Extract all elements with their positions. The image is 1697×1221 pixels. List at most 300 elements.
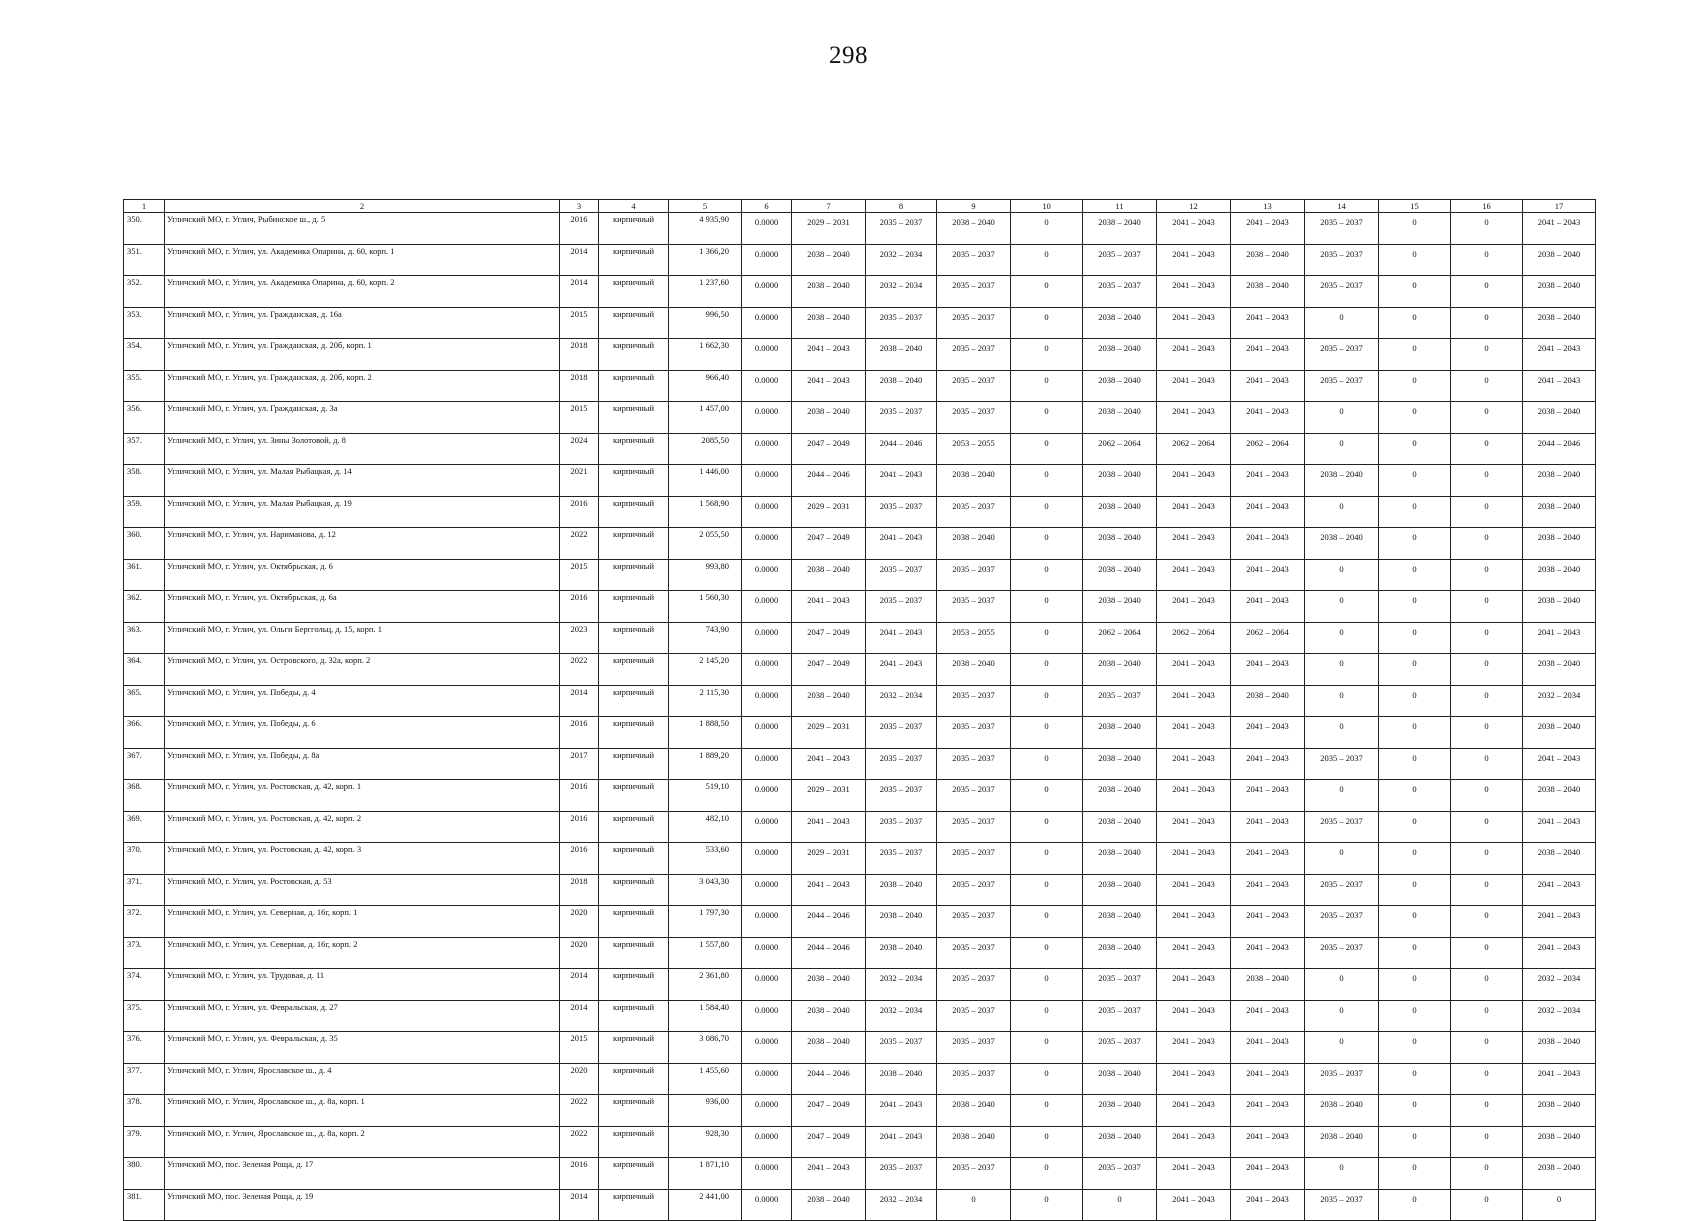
cell-col-14: 2035 – 2037: [1305, 1063, 1379, 1095]
cell-col-8: 2035 – 2037: [866, 1032, 937, 1064]
cell-col-15: 0: [1379, 559, 1451, 591]
cell-year-built: 2021: [560, 465, 599, 497]
cell-wall-material: кирпичный: [599, 1032, 669, 1064]
cell-col-12: 2041 – 2043: [1157, 370, 1231, 402]
cell-col-17: 2032 – 2034: [1523, 1000, 1596, 1032]
cell-col-6: 0.0000: [742, 748, 792, 780]
cell-col-10: 0: [1011, 1189, 1083, 1221]
cell-wall-material: кирпичный: [599, 1158, 669, 1190]
cell-address: Угличский МО, г. Углич, ул. Октябрьская, д. 6: [165, 559, 560, 591]
cell-col-14: 2038 – 2040: [1305, 465, 1379, 497]
cell-col-9: 2035 – 2037: [937, 276, 1011, 308]
cell-col-17: 2038 – 2040: [1523, 717, 1596, 749]
cell-col-17: 2041 – 2043: [1523, 748, 1596, 780]
cell-col-17: 2038 – 2040: [1523, 528, 1596, 560]
cell-col-10: 0: [1011, 748, 1083, 780]
cell-col-17: 2038 – 2040: [1523, 1032, 1596, 1064]
cell-address: Угличский МО, г. Углич, ул. Гражданская, д. 20б, корп. 1: [165, 339, 560, 371]
table-row: [124, 1063, 1596, 1095]
cell-col-14: 0: [1305, 780, 1379, 812]
cell-col-9: 2035 – 2037: [937, 811, 1011, 843]
cell-col-16: 0: [1451, 528, 1523, 560]
cell-col-6: 0.0000: [742, 685, 792, 717]
cell-col-12: 2041 – 2043: [1157, 402, 1231, 434]
cell-col-16: 0: [1451, 1032, 1523, 1064]
housing-repair-table: [123, 199, 1596, 1221]
cell-col-16: 0: [1451, 1189, 1523, 1221]
cell-total-area: 2 361,80: [669, 969, 742, 1001]
cell-col-13: 2041 – 2043: [1231, 1095, 1305, 1127]
cell-col-14: 0: [1305, 654, 1379, 686]
cell-address: Угличский МО, пос. Зеленая Роща, д. 17: [165, 1158, 560, 1190]
cell-col-13: 2041 – 2043: [1231, 654, 1305, 686]
cell-col-17: 2041 – 2043: [1523, 213, 1596, 245]
table-row: [124, 339, 1596, 371]
cell-col-11: 2038 – 2040: [1083, 1063, 1157, 1095]
cell-col-7: 2047 – 2049: [792, 528, 866, 560]
cell-col-17: 2038 – 2040: [1523, 496, 1596, 528]
cell-col-16: 0: [1451, 685, 1523, 717]
cell-address: Угличский МО, г. Углич, ул. Северная, д. 16г, корп. 2: [165, 937, 560, 969]
cell-address: Угличский МО, г. Углич, ул. Академика Опарина, д. 60, корп. 1: [165, 244, 560, 276]
cell-col-15: 0: [1379, 654, 1451, 686]
cell-year-built: 2014: [560, 1189, 599, 1221]
cell-col-13: 2041 – 2043: [1231, 1032, 1305, 1064]
cell-col-6: 0.0000: [742, 307, 792, 339]
cell-col-6: 0.0000: [742, 969, 792, 1001]
cell-col-14: 0: [1305, 1032, 1379, 1064]
cell-col-16: 0: [1451, 780, 1523, 812]
cell-col-14: 0: [1305, 559, 1379, 591]
cell-col-13: 2041 – 2043: [1231, 1063, 1305, 1095]
cell-total-area: 4 935,90: [669, 213, 742, 245]
cell-col-11: 2038 – 2040: [1083, 307, 1157, 339]
cell-col-14: 2035 – 2037: [1305, 937, 1379, 969]
cell-col-10: 0: [1011, 1158, 1083, 1190]
cell-col-16: 0: [1451, 559, 1523, 591]
cell-wall-material: кирпичный: [599, 276, 669, 308]
cell-col-15: 0: [1379, 717, 1451, 749]
cell-col-13: 2041 – 2043: [1231, 339, 1305, 371]
cell-col-11: 2038 – 2040: [1083, 370, 1157, 402]
cell-col-7: 2038 – 2040: [792, 685, 866, 717]
cell-col-17: 2038 – 2040: [1523, 1158, 1596, 1190]
cell-col-11: 2038 – 2040: [1083, 843, 1157, 875]
cell-col-12: 2041 – 2043: [1157, 213, 1231, 245]
cell-total-area: 2 145,20: [669, 654, 742, 686]
cell-col-13: 2041 – 2043: [1231, 213, 1305, 245]
housing-repair-table-container: [123, 199, 1581, 1221]
column-header-15: 15: [1379, 200, 1451, 213]
cell-col-8: 2041 – 2043: [866, 1095, 937, 1127]
cell-col-12: 2041 – 2043: [1157, 496, 1231, 528]
cell-total-area: 1 557,80: [669, 937, 742, 969]
cell-address: Угличский МО, г. Углич, ул. Ростовская, д. 42, корп. 2: [165, 811, 560, 843]
cell-col-7: 2029 – 2031: [792, 717, 866, 749]
cell-col-15: 0: [1379, 433, 1451, 465]
cell-wall-material: кирпичный: [599, 496, 669, 528]
cell-year-built: 2024: [560, 433, 599, 465]
cell-col-16: 0: [1451, 906, 1523, 938]
cell-col-12: 2041 – 2043: [1157, 339, 1231, 371]
cell-col-6: 0.0000: [742, 811, 792, 843]
table-row: [124, 1126, 1596, 1158]
cell-wall-material: кирпичный: [599, 559, 669, 591]
cell-year-built: 2016: [560, 591, 599, 623]
cell-col-8: 2035 – 2037: [866, 213, 937, 245]
cell-col-12: 2041 – 2043: [1157, 528, 1231, 560]
cell-wall-material: кирпичный: [599, 1189, 669, 1221]
cell-col-17: 2038 – 2040: [1523, 244, 1596, 276]
cell-col-10: 0: [1011, 1063, 1083, 1095]
cell-col-13: 2041 – 2043: [1231, 307, 1305, 339]
cell-col-8: 2032 – 2034: [866, 1189, 937, 1221]
cell-col-15: 0: [1379, 937, 1451, 969]
cell-col-16: 0: [1451, 307, 1523, 339]
column-header-7: 7: [792, 200, 866, 213]
cell-col-16: 0: [1451, 717, 1523, 749]
page-number: 298: [829, 42, 868, 69]
cell-col-7: 2038 – 2040: [792, 276, 866, 308]
cell-wall-material: кирпичный: [599, 307, 669, 339]
cell-col-15: 0: [1379, 811, 1451, 843]
cell-col-11: 2038 – 2040: [1083, 748, 1157, 780]
cell-col-8: 2038 – 2040: [866, 339, 937, 371]
cell-year-built: 2016: [560, 213, 599, 245]
cell-col-15: 0: [1379, 307, 1451, 339]
cell-col-12: 2041 – 2043: [1157, 654, 1231, 686]
cell-col-13: 2041 – 2043: [1231, 1000, 1305, 1032]
cell-col-17: 2041 – 2043: [1523, 339, 1596, 371]
cell-col-8: 2035 – 2037: [866, 559, 937, 591]
cell-wall-material: кирпичный: [599, 717, 669, 749]
cell-col-10: 0: [1011, 559, 1083, 591]
cell-col-9: 2053 – 2055: [937, 433, 1011, 465]
cell-col-15: 0: [1379, 906, 1451, 938]
cell-col-9: 2035 – 2037: [937, 969, 1011, 1001]
cell-col-15: 0: [1379, 402, 1451, 434]
cell-total-area: 1 457,00: [669, 402, 742, 434]
cell-col-7: 2041 – 2043: [792, 339, 866, 371]
cell-year-built: 2015: [560, 1032, 599, 1064]
cell-wall-material: кирпичный: [599, 874, 669, 906]
cell-col-7: 2029 – 2031: [792, 496, 866, 528]
cell-col-8: 2032 – 2034: [866, 1000, 937, 1032]
cell-col-11: 2038 – 2040: [1083, 591, 1157, 623]
cell-col-6: 0.0000: [742, 1095, 792, 1127]
cell-col-13: 2038 – 2040: [1231, 276, 1305, 308]
cell-col-10: 0: [1011, 906, 1083, 938]
cell-col-11: 2035 – 2037: [1083, 276, 1157, 308]
cell-col-8: 2038 – 2040: [866, 874, 937, 906]
cell-col-14: 0: [1305, 591, 1379, 623]
cell-total-area: 2 055,50: [669, 528, 742, 560]
cell-row-number: 374.: [124, 969, 165, 1001]
column-header-3: 3: [560, 200, 599, 213]
cell-col-10: 0: [1011, 496, 1083, 528]
cell-col-11: 2038 – 2040: [1083, 1126, 1157, 1158]
cell-col-15: 0: [1379, 213, 1451, 245]
cell-col-15: 0: [1379, 244, 1451, 276]
cell-col-17: 2041 – 2043: [1523, 370, 1596, 402]
table-row: [124, 906, 1596, 938]
cell-total-area: 2085,50: [669, 433, 742, 465]
table-row: [124, 717, 1596, 749]
cell-row-number: 363.: [124, 622, 165, 654]
cell-wall-material: кирпичный: [599, 1095, 669, 1127]
cell-col-7: 2029 – 2031: [792, 213, 866, 245]
cell-col-8: 2035 – 2037: [866, 748, 937, 780]
cell-address: Угличский МО, г. Углич, ул. Островского, д. 32а, корп. 2: [165, 654, 560, 686]
cell-address: Угличский МО, г. Углич, ул. Малая Рыбацкая, д. 19: [165, 496, 560, 528]
cell-year-built: 2020: [560, 1063, 599, 1095]
cell-address: Угличский МО, пос. Зеленая Роща, д. 19: [165, 1189, 560, 1221]
cell-col-9: 2035 – 2037: [937, 1158, 1011, 1190]
cell-total-area: 1 584,40: [669, 1000, 742, 1032]
cell-col-7: 2038 – 2040: [792, 559, 866, 591]
cell-col-11: 2038 – 2040: [1083, 811, 1157, 843]
cell-total-area: 1 446,00: [669, 465, 742, 497]
cell-col-13: 2041 – 2043: [1231, 370, 1305, 402]
cell-address: Угличский МО, г. Углич, Ярославское ш., д. 8а, корп. 2: [165, 1126, 560, 1158]
cell-col-15: 0: [1379, 1158, 1451, 1190]
cell-col-11: 2038 – 2040: [1083, 402, 1157, 434]
cell-col-16: 0: [1451, 1158, 1523, 1190]
cell-col-17: 2038 – 2040: [1523, 276, 1596, 308]
cell-col-7: 2044 – 2046: [792, 937, 866, 969]
cell-col-11: 2035 – 2037: [1083, 685, 1157, 717]
column-header-1: 1: [124, 200, 165, 213]
cell-col-9: 2038 – 2040: [937, 213, 1011, 245]
cell-year-built: 2015: [560, 402, 599, 434]
cell-col-8: 2038 – 2040: [866, 1063, 937, 1095]
cell-col-14: 2035 – 2037: [1305, 748, 1379, 780]
cell-total-area: 936,00: [669, 1095, 742, 1127]
cell-col-9: 2035 – 2037: [937, 307, 1011, 339]
cell-col-13: 2038 – 2040: [1231, 969, 1305, 1001]
cell-col-12: 2041 – 2043: [1157, 559, 1231, 591]
cell-col-9: 2038 – 2040: [937, 654, 1011, 686]
cell-col-15: 0: [1379, 1063, 1451, 1095]
cell-col-17: 2041 – 2043: [1523, 937, 1596, 969]
cell-col-7: 2047 – 2049: [792, 622, 866, 654]
cell-address: Угличский МО, г. Углич, ул. Ростовская, д. 42, корп. 1: [165, 780, 560, 812]
cell-wall-material: кирпичный: [599, 1000, 669, 1032]
cell-col-9: 2035 – 2037: [937, 780, 1011, 812]
cell-col-10: 0: [1011, 654, 1083, 686]
table-row: [124, 528, 1596, 560]
cell-total-area: 3 043,30: [669, 874, 742, 906]
cell-row-number: 359.: [124, 496, 165, 528]
cell-col-17: 2038 – 2040: [1523, 654, 1596, 686]
cell-col-6: 0.0000: [742, 339, 792, 371]
cell-col-13: 2041 – 2043: [1231, 528, 1305, 560]
cell-col-14: 0: [1305, 685, 1379, 717]
cell-col-6: 0.0000: [742, 906, 792, 938]
cell-col-15: 0: [1379, 1000, 1451, 1032]
column-header-4: 4: [599, 200, 669, 213]
cell-col-9: 2035 – 2037: [937, 244, 1011, 276]
cell-row-number: 373.: [124, 937, 165, 969]
table-row: [124, 465, 1596, 497]
cell-row-number: 367.: [124, 748, 165, 780]
column-header-9: 9: [937, 200, 1011, 213]
cell-col-14: 0: [1305, 717, 1379, 749]
cell-col-16: 0: [1451, 748, 1523, 780]
cell-wall-material: кирпичный: [599, 465, 669, 497]
cell-col-15: 0: [1379, 780, 1451, 812]
cell-total-area: 1 889,20: [669, 748, 742, 780]
column-header-17: 17: [1523, 200, 1596, 213]
cell-col-11: 2035 – 2037: [1083, 244, 1157, 276]
cell-address: Угличский МО, г. Углич, ул. Зины Золотовой, д. 8: [165, 433, 560, 465]
cell-col-7: 2041 – 2043: [792, 811, 866, 843]
cell-col-12: 2041 – 2043: [1157, 1063, 1231, 1095]
cell-col-12: 2041 – 2043: [1157, 748, 1231, 780]
cell-col-8: 2032 – 2034: [866, 276, 937, 308]
cell-col-7: 2047 – 2049: [792, 1126, 866, 1158]
cell-col-6: 0.0000: [742, 465, 792, 497]
cell-year-built: 2018: [560, 370, 599, 402]
cell-col-14: 2035 – 2037: [1305, 811, 1379, 843]
cell-col-15: 0: [1379, 465, 1451, 497]
cell-col-12: 2041 – 2043: [1157, 1095, 1231, 1127]
cell-col-13: 2038 – 2040: [1231, 244, 1305, 276]
cell-year-built: 2015: [560, 307, 599, 339]
cell-col-7: 2038 – 2040: [792, 969, 866, 1001]
cell-col-15: 0: [1379, 874, 1451, 906]
cell-row-number: 364.: [124, 654, 165, 686]
cell-col-12: 2041 – 2043: [1157, 937, 1231, 969]
header-row: [124, 200, 1596, 213]
cell-col-10: 0: [1011, 465, 1083, 497]
cell-col-12: 2041 – 2043: [1157, 1126, 1231, 1158]
cell-wall-material: кирпичный: [599, 811, 669, 843]
cell-col-9: 2038 – 2040: [937, 528, 1011, 560]
cell-col-10: 0: [1011, 1000, 1083, 1032]
cell-total-area: 3 086,70: [669, 1032, 742, 1064]
cell-col-17: 2041 – 2043: [1523, 811, 1596, 843]
cell-col-8: 2044 – 2046: [866, 433, 937, 465]
cell-year-built: 2016: [560, 780, 599, 812]
cell-col-8: 2041 – 2043: [866, 1126, 937, 1158]
cell-col-15: 0: [1379, 748, 1451, 780]
cell-col-7: 2038 – 2040: [792, 1032, 866, 1064]
table-row: [124, 1000, 1596, 1032]
cell-year-built: 2020: [560, 906, 599, 938]
table-row: [124, 244, 1596, 276]
cell-col-7: 2041 – 2043: [792, 748, 866, 780]
cell-col-6: 0.0000: [742, 528, 792, 560]
cell-col-14: 0: [1305, 433, 1379, 465]
table-row: [124, 276, 1596, 308]
cell-col-6: 0.0000: [742, 843, 792, 875]
cell-col-16: 0: [1451, 370, 1523, 402]
cell-wall-material: кирпичный: [599, 339, 669, 371]
cell-address: Угличский МО, г. Углич, ул. Ростовская, д. 53: [165, 874, 560, 906]
cell-col-15: 0: [1379, 370, 1451, 402]
cell-col-14: 2035 – 2037: [1305, 276, 1379, 308]
cell-col-11: 2038 – 2040: [1083, 937, 1157, 969]
cell-col-17: 2038 – 2040: [1523, 780, 1596, 812]
cell-col-16: 0: [1451, 276, 1523, 308]
cell-col-14: 0: [1305, 1000, 1379, 1032]
cell-col-10: 0: [1011, 307, 1083, 339]
cell-address: Угличский МО, г. Углич, ул. Ростовская, д. 42, корп. 3: [165, 843, 560, 875]
cell-col-13: 2041 – 2043: [1231, 748, 1305, 780]
cell-row-number: 361.: [124, 559, 165, 591]
cell-col-7: 2029 – 2031: [792, 843, 866, 875]
table-row: [124, 622, 1596, 654]
cell-col-17: 2038 – 2040: [1523, 1126, 1596, 1158]
cell-wall-material: кирпичный: [599, 1063, 669, 1095]
cell-col-13: 2041 – 2043: [1231, 811, 1305, 843]
cell-row-number: 351.: [124, 244, 165, 276]
cell-col-17: 2041 – 2043: [1523, 874, 1596, 906]
cell-address: Угличский МО, г. Углич, Ярославское ш., д. 8а, корп. 1: [165, 1095, 560, 1127]
cell-address: Угличский МО, г. Углич, ул. Гражданская, д. 3а: [165, 402, 560, 434]
cell-col-11: 2038 – 2040: [1083, 1095, 1157, 1127]
cell-col-13: 2041 – 2043: [1231, 906, 1305, 938]
cell-col-6: 0.0000: [742, 402, 792, 434]
cell-col-12: 2041 – 2043: [1157, 780, 1231, 812]
table-row: [124, 591, 1596, 623]
cell-col-14: 0: [1305, 307, 1379, 339]
cell-col-13: 2041 – 2043: [1231, 1189, 1305, 1221]
cell-row-number: 365.: [124, 685, 165, 717]
cell-col-10: 0: [1011, 969, 1083, 1001]
cell-col-10: 0: [1011, 1126, 1083, 1158]
cell-col-14: 0: [1305, 496, 1379, 528]
cell-address: Угличский МО, г. Углич, ул. Гражданская, д. 16а: [165, 307, 560, 339]
cell-year-built: 2016: [560, 496, 599, 528]
cell-year-built: 2022: [560, 1095, 599, 1127]
cell-col-7: 2041 – 2043: [792, 1158, 866, 1190]
cell-col-10: 0: [1011, 685, 1083, 717]
table-row: [124, 213, 1596, 245]
cell-col-8: 2032 – 2034: [866, 685, 937, 717]
cell-wall-material: кирпичный: [599, 685, 669, 717]
cell-col-6: 0.0000: [742, 244, 792, 276]
cell-col-14: 0: [1305, 402, 1379, 434]
cell-col-10: 0: [1011, 780, 1083, 812]
cell-total-area: 1 888,50: [669, 717, 742, 749]
cell-address: Угличский МО, г. Углич, Рыбинское ш., д. 5: [165, 213, 560, 245]
cell-row-number: 381.: [124, 1189, 165, 1221]
cell-col-10: 0: [1011, 244, 1083, 276]
cell-col-14: 2035 – 2037: [1305, 244, 1379, 276]
cell-col-11: 0: [1083, 1189, 1157, 1221]
cell-col-14: 2035 – 2037: [1305, 906, 1379, 938]
cell-total-area: 1 560,30: [669, 591, 742, 623]
cell-col-6: 0.0000: [742, 276, 792, 308]
cell-total-area: 1 568,90: [669, 496, 742, 528]
cell-col-16: 0: [1451, 213, 1523, 245]
cell-year-built: 2016: [560, 843, 599, 875]
cell-col-15: 0: [1379, 622, 1451, 654]
cell-col-7: 2044 – 2046: [792, 465, 866, 497]
cell-col-13: 2062 – 2064: [1231, 622, 1305, 654]
cell-col-17: 2038 – 2040: [1523, 307, 1596, 339]
cell-col-17: 2038 – 2040: [1523, 843, 1596, 875]
table-row: [124, 685, 1596, 717]
cell-col-6: 0.0000: [742, 1158, 792, 1190]
cell-col-13: 2062 – 2064: [1231, 433, 1305, 465]
cell-col-8: 2041 – 2043: [866, 622, 937, 654]
cell-col-9: 2035 – 2037: [937, 402, 1011, 434]
table-row: [124, 969, 1596, 1001]
table-row: [124, 1032, 1596, 1064]
